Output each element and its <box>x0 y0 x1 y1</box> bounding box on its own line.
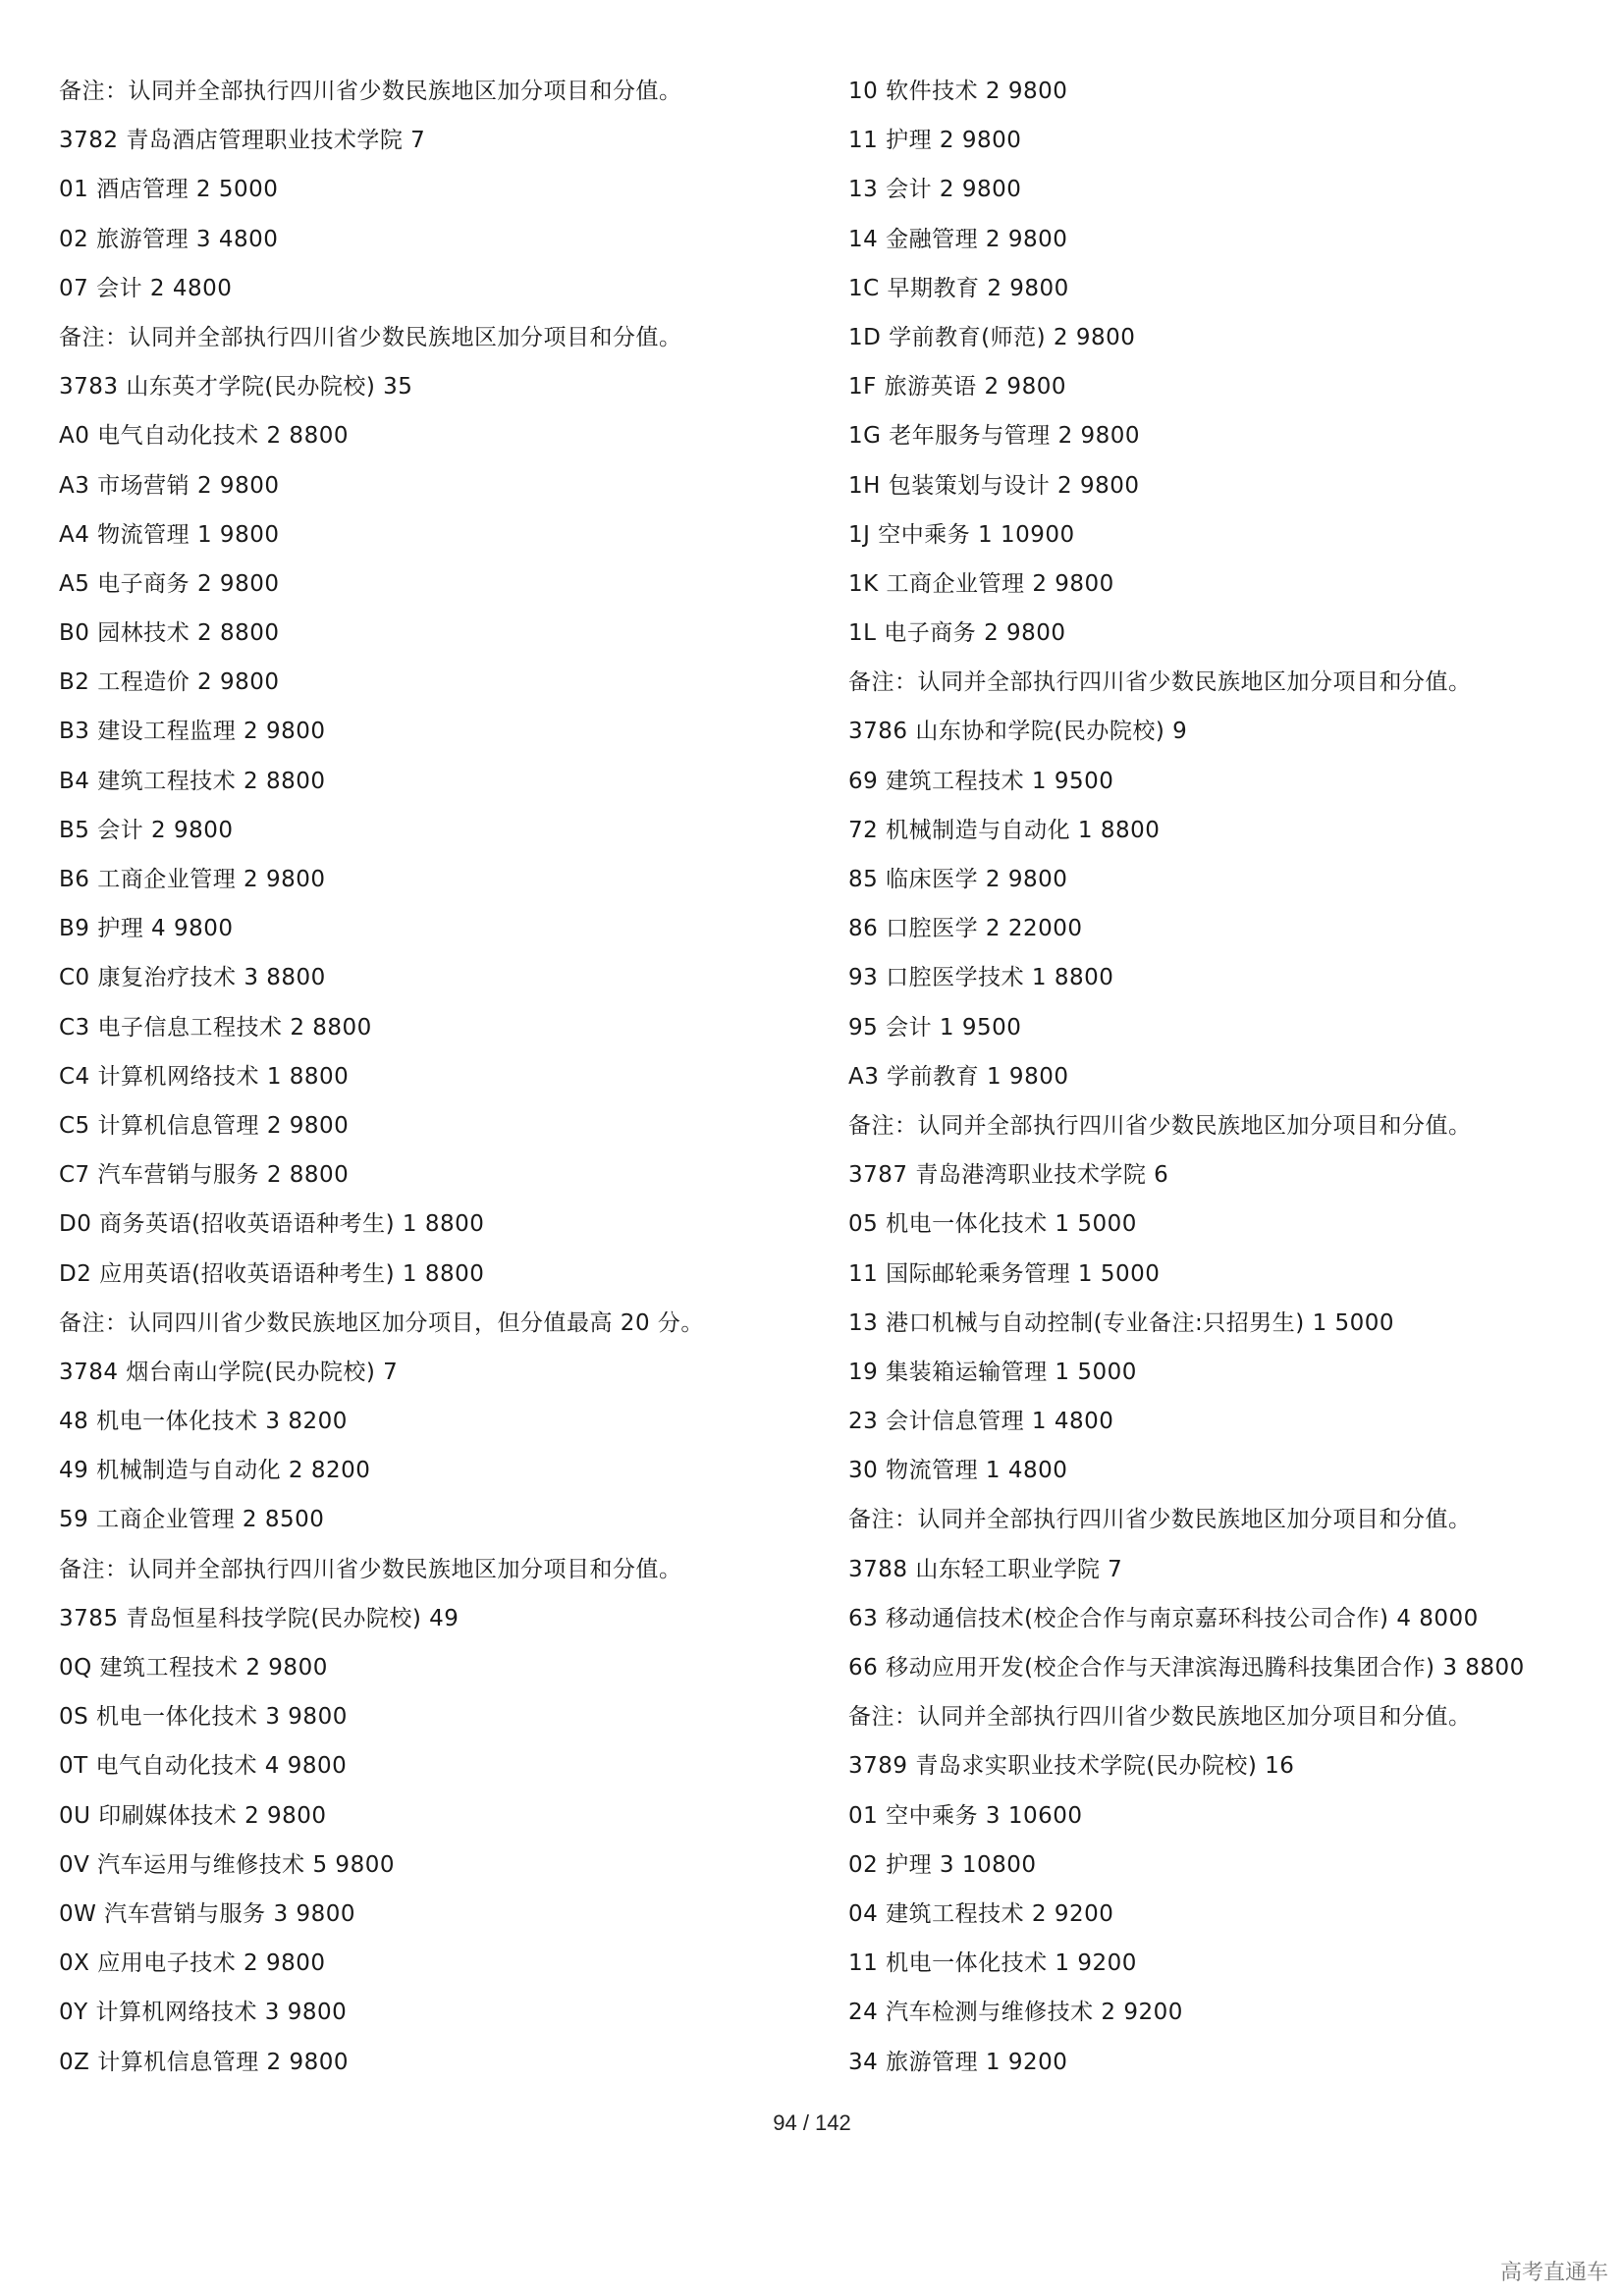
text-line: 1L 电子商务 2 9800 <box>848 620 1066 647</box>
text-line: C3 电子信息工程技术 2 8800 <box>59 1014 372 1041</box>
text-line: 0U 印刷媒体技术 2 9800 <box>59 1802 327 1829</box>
text-line: 1C 早期教育 2 9800 <box>848 275 1069 301</box>
text-line: B6 工商企业管理 2 9800 <box>59 867 326 892</box>
text-line: 14 金融管理 2 9800 <box>848 226 1068 252</box>
text-line: 3786 山东协和学院(民办院校) 9 <box>848 719 1188 745</box>
text-line: 69 建筑工程技术 1 9500 <box>848 768 1114 794</box>
left-column <box>59 67 825 2087</box>
text-line: C4 计算机网络技术 1 8800 <box>59 1063 350 1090</box>
text-line: 备注：认同并全部执行四川省少数民族地区加分项目和分值。 <box>848 669 1472 696</box>
text-line: 1D 学前教育(师范) 2 9800 <box>848 324 1136 350</box>
text-line: 11 国际邮轮乘务管理 1 5000 <box>848 1260 1161 1287</box>
text-line: 10 软件技术 2 9800 <box>848 79 1068 104</box>
text-line: 备注：认同并全部执行四川省少数民族地区加分项目和分值。 <box>848 1507 1472 1533</box>
text-line: 30 物流管理 1 4800 <box>848 1458 1068 1484</box>
text-line: 1K 工商企业管理 2 9800 <box>848 570 1114 597</box>
text-line: 备注：认同四川省少数民族地区加分项目，但分值最高 20 分。 <box>59 1309 704 1336</box>
text-line: 3788 山东轻工职业学院 7 <box>848 1556 1123 1582</box>
text-line: A4 物流管理 1 9800 <box>59 521 280 548</box>
text-line: 0V 汽车运用与维修技术 5 9800 <box>59 1851 395 1878</box>
text-line: 1F 旅游英语 2 9800 <box>848 374 1066 400</box>
text-line: 1H 包装策划与设计 2 9800 <box>848 472 1140 499</box>
text-line: 3782 青岛酒店管理职业技术学院 7 <box>59 128 426 154</box>
text-line: 02 护理 3 10800 <box>848 1851 1037 1878</box>
text-line: 02 旅游管理 3 4800 <box>59 226 279 252</box>
text-line: D2 应用英语(招收英语语种考生) 1 8800 <box>59 1260 485 1287</box>
text-line: 01 酒店管理 2 5000 <box>59 177 279 203</box>
text-line: 0T 电气自动化技术 4 9800 <box>59 1753 348 1780</box>
text-line: 85 临床医学 2 9800 <box>848 867 1068 892</box>
text-line: A3 学前教育 1 9800 <box>848 1063 1069 1090</box>
text-line: 3784 烟台南山学院(民办院校) 7 <box>59 1359 399 1385</box>
text-line: 0X 应用电子技术 2 9800 <box>59 1950 326 1977</box>
text-line: C5 计算机信息管理 2 9800 <box>59 1112 350 1139</box>
text-line: 63 移动通信技术(校企合作与南京嘉环科技公司合作) 4 8000 <box>848 1605 1479 1631</box>
text-line: 05 机电一体化技术 1 5000 <box>848 1211 1137 1238</box>
text-line: 04 建筑工程技术 2 9200 <box>848 1900 1114 1927</box>
text-line: 备注：认同并全部执行四川省少数民族地区加分项目和分值。 <box>59 79 682 104</box>
text-line: 66 移动应用开发(校企合作与天津滨海迅腾科技集团合作) 3 8800 <box>848 1655 1525 1681</box>
text-line: 备注：认同并全部执行四川省少数民族地区加分项目和分值。 <box>59 324 682 350</box>
text-line: A5 电子商务 2 9800 <box>59 570 280 597</box>
text-line: C7 汽车营销与服务 2 8800 <box>59 1162 350 1189</box>
text-line: B0 园林技术 2 8800 <box>59 620 280 647</box>
text-line: 19 集装箱运输管理 1 5000 <box>848 1359 1137 1385</box>
text-line: 49 机械制造与自动化 2 8200 <box>59 1458 371 1484</box>
text-line: 备注：认同并全部执行四川省少数民族地区加分项目和分值。 <box>59 1556 682 1582</box>
text-line: 3787 青岛港湾职业技术学院 6 <box>848 1162 1169 1189</box>
text-line: 3785 青岛恒星科技学院(民办院校) 49 <box>59 1605 460 1631</box>
text-line: 1G 老年服务与管理 2 9800 <box>848 423 1141 450</box>
text-line: B9 护理 4 9800 <box>59 916 234 942</box>
text-line: 24 汽车检测与维修技术 2 9200 <box>848 2000 1183 2026</box>
text-line: 0Y 计算机网络技术 3 9800 <box>59 2000 348 2026</box>
text-line: 13 港口机械与自动控制(专业备注:只招男生) 1 5000 <box>848 1309 1395 1336</box>
text-line: 86 口腔医学 2 22000 <box>848 916 1083 942</box>
text-line: 0Q 建筑工程技术 2 9800 <box>59 1655 328 1681</box>
text-line: 3783 山东英才学院(民办院校) 35 <box>59 374 413 400</box>
text-line: 59 工商企业管理 2 8500 <box>59 1507 325 1533</box>
text-line: B3 建设工程监理 2 9800 <box>59 719 326 745</box>
text-line: B5 会计 2 9800 <box>59 817 234 843</box>
text-line: A3 市场营销 2 9800 <box>59 472 280 499</box>
text-line: 93 口腔医学技术 1 8800 <box>848 965 1114 991</box>
text-line: 01 空中乘务 3 10600 <box>848 1802 1083 1829</box>
text-line: A0 电气自动化技术 2 8800 <box>59 423 349 450</box>
text-line: 07 会计 2 4800 <box>59 275 233 301</box>
text-line: 34 旅游管理 1 9200 <box>848 2049 1068 2075</box>
text-line: 0S 机电一体化技术 3 9800 <box>59 1704 348 1731</box>
text-line: 48 机电一体化技术 3 8200 <box>59 1409 348 1435</box>
text-line: 3789 青岛求实职业技术学院(民办院校) 16 <box>848 1753 1295 1780</box>
text-line: B2 工程造价 2 9800 <box>59 669 280 696</box>
text-line: 95 会计 1 9500 <box>848 1014 1022 1041</box>
right-column <box>848 67 1614 2087</box>
text-line: 11 护理 2 9800 <box>848 128 1022 154</box>
text-line: 0W 汽车营销与服务 3 9800 <box>59 1900 355 1927</box>
text-line: 23 会计信息管理 1 4800 <box>848 1409 1114 1435</box>
page-number: 94 / 142 <box>773 2110 851 2135</box>
text-line: B4 建筑工程技术 2 8800 <box>59 768 326 794</box>
text-line: C0 康复治疗技术 3 8800 <box>59 965 326 991</box>
text-line: 11 机电一体化技术 1 9200 <box>848 1950 1137 1977</box>
watermark-text: 高考直通车 <box>1499 2261 1608 2285</box>
text-line: 1J 空中乘务 1 10900 <box>848 521 1075 548</box>
text-line: 备注：认同并全部执行四川省少数民族地区加分项目和分值。 <box>848 1112 1472 1139</box>
text-line: 13 会计 2 9800 <box>848 177 1022 203</box>
text-line: D0 商务英语(招收英语语种考生) 1 8800 <box>59 1211 485 1238</box>
text-line: 0Z 计算机信息管理 2 9800 <box>59 2049 349 2075</box>
text-line: 备注：认同并全部执行四川省少数民族地区加分项目和分值。 <box>848 1704 1472 1731</box>
text-line: 72 机械制造与自动化 1 8800 <box>848 817 1161 843</box>
